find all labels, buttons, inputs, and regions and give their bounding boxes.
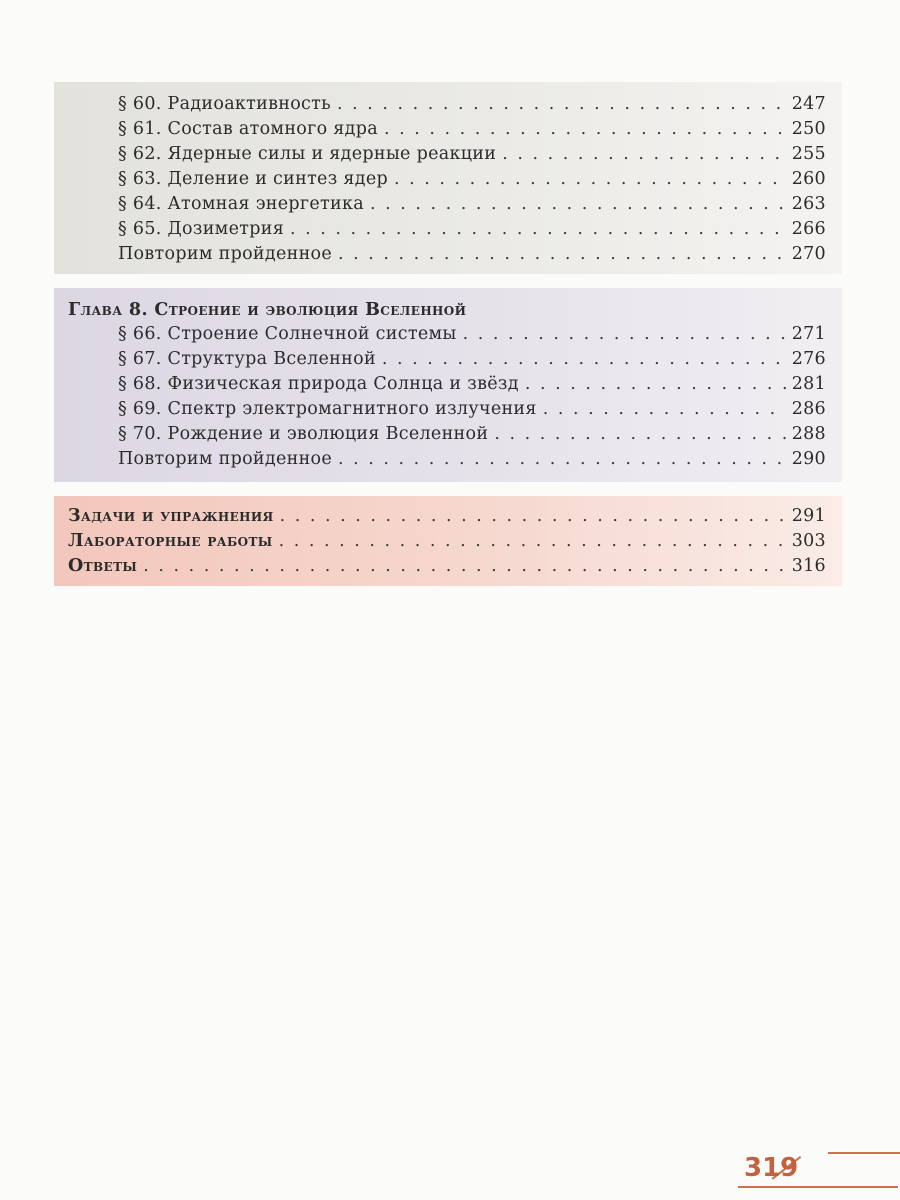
toc-entry-title: § 69. Спектр электромагнитного излучения <box>118 399 537 419</box>
toc-entry <box>54 372 842 396</box>
toc-entry <box>54 447 842 471</box>
toc-entry-page: 271 <box>791 324 826 344</box>
toc-entry-page: 286 <box>791 399 826 419</box>
dot-leader <box>463 322 786 346</box>
toc-entry-title: § 61. Состав атомного ядра <box>118 119 378 139</box>
dot-leader <box>290 217 786 241</box>
toc-entry <box>54 554 842 578</box>
page-number: 319 <box>744 1153 799 1183</box>
toc-entry <box>54 192 842 216</box>
toc-entry-page: 260 <box>791 169 826 189</box>
toc-section-chapter-8 <box>54 288 842 482</box>
toc-entry-page: 263 <box>791 194 826 214</box>
dot-leader <box>502 142 786 166</box>
toc-entry <box>54 322 842 346</box>
dot-leader <box>382 347 786 371</box>
toc-entry-page: 276 <box>791 349 826 369</box>
toc-entry-page: 316 <box>791 556 826 576</box>
dot-leader <box>280 504 786 528</box>
toc-entry-title: § 67. Структура Вселенной <box>118 349 376 369</box>
toc-entry-page: 288 <box>791 424 826 444</box>
toc-entry <box>54 117 842 141</box>
toc-entry-title: § 62. Ядерные силы и ядерные реакции <box>118 144 497 164</box>
toc-entry-title: § 64. Атомная энергетика <box>118 194 364 214</box>
toc-entry-page: 303 <box>791 531 826 551</box>
toc-entry-page: 255 <box>791 144 826 164</box>
toc-entry-title: § 65. Дозиметрия <box>118 219 285 239</box>
footer-rule <box>738 1186 898 1188</box>
toc-entry-page: 290 <box>791 449 826 469</box>
dot-leader <box>543 397 786 421</box>
dot-leader <box>337 92 786 116</box>
toc-entry-title: § 63. Деление и синтез ядер <box>118 169 388 189</box>
toc-entry-page: 270 <box>791 244 826 264</box>
toc-entry <box>54 217 842 241</box>
dot-leader <box>525 372 786 396</box>
toc-entry-title: Ответы <box>68 556 138 576</box>
toc-entry-title: § 66. Строение Солнечной системы <box>118 324 457 344</box>
dot-leader <box>384 117 786 141</box>
toc-entry-page: 247 <box>791 94 826 114</box>
toc-entry-page: 266 <box>791 219 826 239</box>
toc-entry <box>54 529 842 553</box>
chapter-title: Глава 8. Строение и эволюция Вселенной <box>68 300 467 320</box>
dot-leader <box>338 242 786 266</box>
toc-entry-title: Повторим пройденное <box>118 244 333 264</box>
dot-leader <box>494 422 785 446</box>
dot-leader <box>394 167 786 191</box>
toc-entry <box>54 167 842 191</box>
dot-leader <box>279 529 786 553</box>
toc-entry <box>54 142 842 166</box>
toc-entry-page: 281 <box>791 374 826 394</box>
toc-entry <box>54 422 842 446</box>
toc-entry <box>54 397 842 421</box>
toc-entry <box>54 242 842 266</box>
footer-rule-top <box>828 1152 900 1154</box>
toc-entry <box>54 92 842 116</box>
toc-entry-title: Лабораторные работы <box>68 531 273 551</box>
toc-entry-title: § 70. Рождение и эволюция Вселенной <box>118 424 489 444</box>
toc-entry <box>54 504 842 528</box>
toc-entry-page: 250 <box>791 119 826 139</box>
toc-entry-title: Задачи и упражнения <box>68 506 274 526</box>
toc-entry <box>54 347 842 371</box>
toc-section-appendix <box>54 496 842 586</box>
toc-entry-title: § 68. Физическая природа Солнца и звёзд <box>118 374 519 394</box>
toc-section-radioactivity <box>54 82 842 274</box>
dot-leader <box>338 447 786 471</box>
dot-leader <box>370 192 786 216</box>
dot-leader <box>143 554 785 578</box>
toc-entry-page: 291 <box>791 506 826 526</box>
toc-entry-title: § 60. Радиоактивность <box>118 94 331 114</box>
toc-entry-title: Повторим пройденное <box>118 449 333 469</box>
